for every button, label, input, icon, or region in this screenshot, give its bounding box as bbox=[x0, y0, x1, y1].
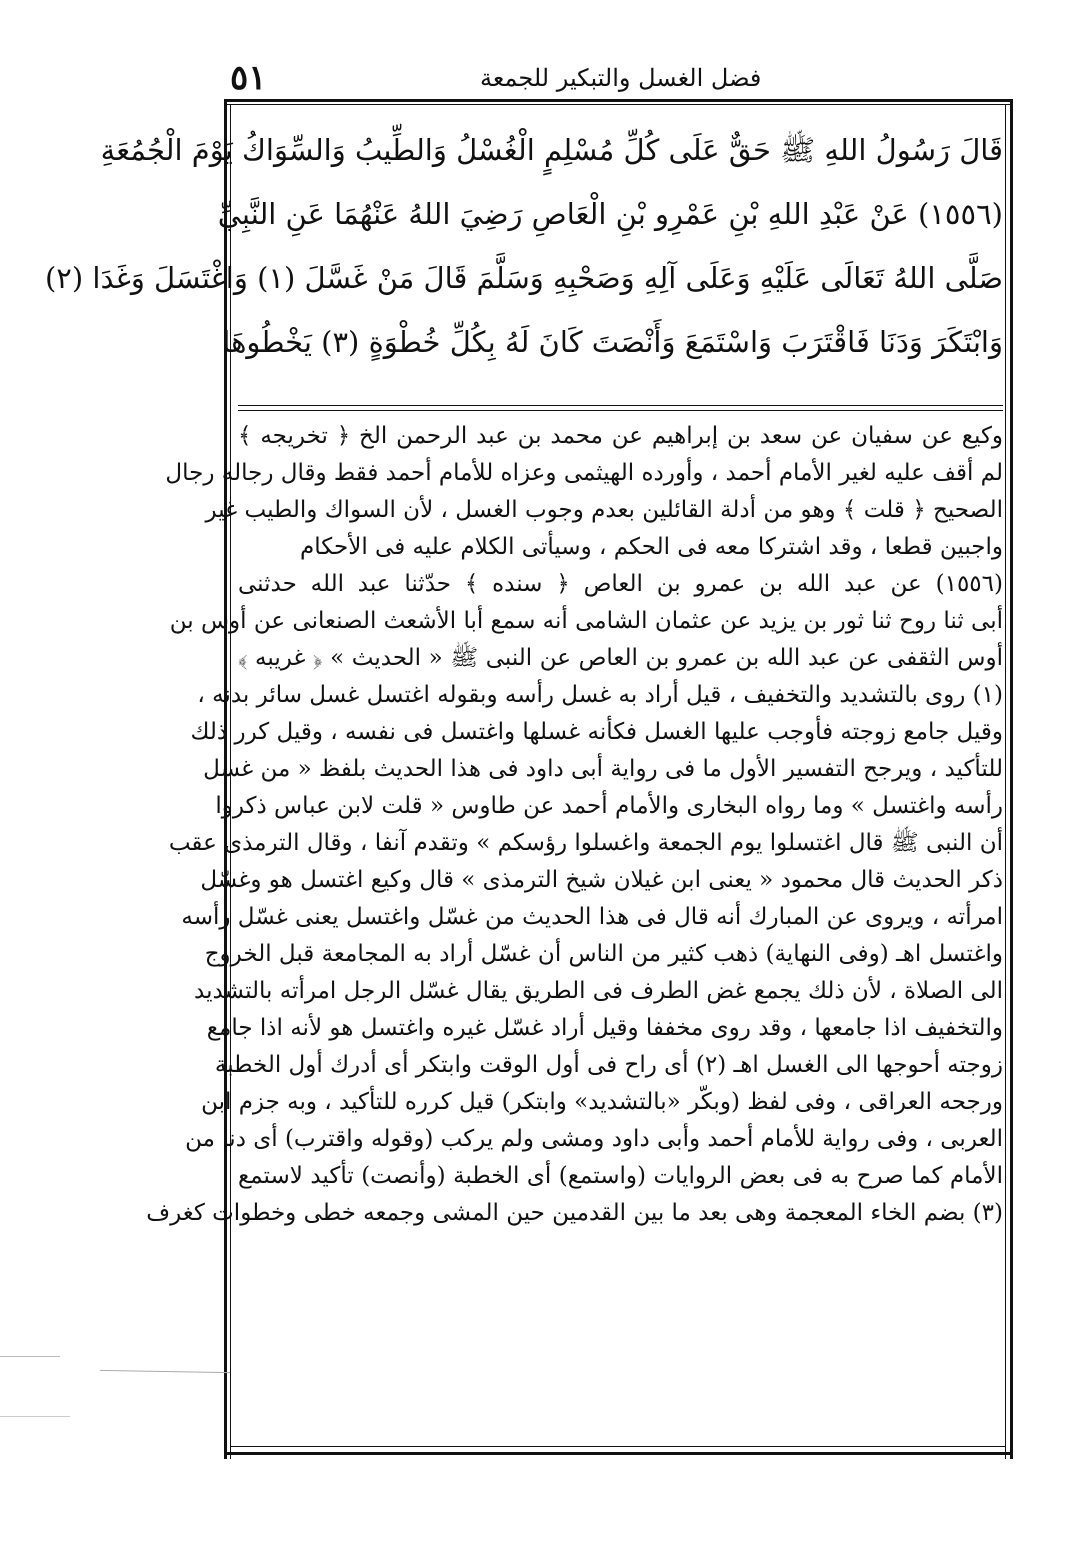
commentary-line: أبى ثنا روح ثنا ثور بن يزيد عن عثمان الشامى أنه سمع أبا الأشعث الصنعانى عن أوس بن bbox=[169, 608, 1003, 634]
hadith-line: (١٥٥٦) عَنْ عَبْدِ اللهِ بْنِ عَمْرِو بْنِ الْعَاصِ رَضِيَ اللهُ عَنْهُمَا عَنِ النَّبِيِّ bbox=[217, 197, 1003, 231]
commentary-line: (١٥٥٦) عن عبد الله بن عمرو بن العاص ﴿ سنده ﴾ حدّثنا عبد الله حدثنى bbox=[238, 571, 1003, 597]
commentary-line: واغتسل اهـ (وفى النهاية) ذهب كثير من الناس أن غسّل أراد به المجامعة قبل الخروج bbox=[204, 941, 1003, 967]
hadith-text bbox=[44, 118, 1003, 374]
hadith-line: صَلَّى اللهُ تَعَالَى عَلَيْهِ وَعَلَى آلِهِ وَصَحْبِهِ وَسَلَّمَ قَالَ مَنْ غَسَّلَ (١) وَاغْتَسَلَ وَغَدَا (٢) bbox=[44, 261, 1003, 295]
frame-border-right-inner bbox=[1005, 104, 1006, 1459]
commentary-line: أوس الثقفى عن عبد الله بن عمرو بن العاص عن النبى ﷺ « الحديث » ﴿ غريبه ﴾ bbox=[238, 645, 1003, 671]
commentary-line: وقيل جامع زوجته فأوجب عليها الغسل فكأنه غسلها واغتسل فى نفسه ، وقيل كرر ذلك bbox=[190, 719, 1003, 745]
footer-rule-inner bbox=[230, 1446, 1006, 1447]
commentary-line: رأسه واغتسل » وما رواه البخارى والأمام أحمد عن طاوس « قلت لابن عباس ذكروا bbox=[215, 793, 1003, 819]
header-rule-inner bbox=[225, 104, 1013, 105]
section-divider-inner bbox=[238, 410, 1003, 411]
commentary-line: والتخفيف اذا جامعها ، وقد روى مخففا وقيل أراد غسّل غيره واغتسل هو لأنه اذا جامع bbox=[206, 1015, 1003, 1041]
hadith-line: وَابْتَكَرَ وَدَنَا فَاقْتَرَبَ وَاسْتَمَعَ وَأَنْصَتَ كَانَ لَهُ بِكُلِّ خُطْوَةٍ (٣) يَخْطُوهَا bbox=[222, 325, 1003, 359]
page-header bbox=[230, 58, 1010, 98]
running-title: فضل الغسل والتبكير للجمعة bbox=[480, 64, 762, 92]
commentary-line: واجبين قطعا ، وقد اشتركا معه فى الحكم ، وسيأتى الكلام عليه فى الأحكام bbox=[300, 534, 1003, 560]
scan-artifact bbox=[0, 1416, 70, 1417]
commentary-line: لم أقف عليه لغير الأمام أحمد ، وأورده الهيثمى وعزاه للأمام أحمد فقط وقال رجاله رجال bbox=[165, 460, 1003, 486]
commentary-line: الى الصلاة ، لأن ذلك يجمع غض الطرف فى الطريق يقال غسّل الرجل امرأته بالتشديد bbox=[194, 978, 1003, 1004]
commentary-line: الصحيح ﴿ قلت ﴾ وهو من أدلة القائلين بعدم وجوب الغسل ، لأن السواك والطيب غير bbox=[205, 497, 1003, 523]
commentary-line: ذكر الحديث قال محمود « يعنى ابن غيلان شيخ الترمذى » قال وكيع اغتسل هو وغسّل bbox=[200, 867, 1003, 893]
frame-border-right bbox=[1010, 99, 1013, 1459]
commentary-line: زوجته أحوجها الى الغسل اهـ (٢) أى راح فى أول الوقت وابتكر أى أدرك أول الخطبة bbox=[214, 1052, 1003, 1078]
page-number: ٥١ bbox=[230, 58, 267, 98]
commentary-line: (٣) بضم الخاء المعجمة وهى بعد ما بين القدمين حين المشى وجمعه خطى وخطوات كغرف bbox=[146, 1200, 1003, 1226]
commentary-line: الأمام كما صرح به فى بعض الروايات (واستمع) أى الخطبة (وأنصت) تأكيد لاستمع bbox=[238, 1163, 1003, 1189]
commentary-line: أن النبى ﷺ قال اغتسلوا يوم الجمعة واغسلوا رؤسكم » وتقدم آنفا ، وقال الترمذى عقب bbox=[168, 830, 1003, 856]
commentary-line: للتأكيد ، ويرجح التفسير الأول ما فى رواية أبى داود فى هذا الحديث بلفظ « من غسل bbox=[203, 756, 1003, 782]
commentary-line: (١) روى بالتشديد والتخفيف ، قيل أراد به غسل رأسه وبقوله اغتسل غسل سائر بدنه ، bbox=[197, 682, 1003, 708]
commentary-line: امرأته ، ويروى عن المبارك أنه قال فى هذا الحديث من غسّل واغتسل يعنى غسّل رأسه bbox=[181, 904, 1003, 930]
footer-rule bbox=[224, 1452, 1013, 1455]
header-rule bbox=[225, 99, 1013, 102]
commentary-line: وكيع عن سفيان عن سعد بن إبراهيم عن محمد بن عبد الرحمن الخ ﴿ تخريجه ﴾ bbox=[238, 423, 1003, 449]
commentary-text bbox=[146, 418, 1003, 1232]
section-divider bbox=[238, 405, 1003, 406]
commentary-line: العربى ، وفى رواية للأمام أحمد وأبى داود ومشى ولم يركب (وقوله واقترب) أى دنا من bbox=[185, 1126, 1003, 1152]
hadith-line: قَالَ رَسُولُ اللهِ ﷺ حَقٌّ عَلَى كُلِّ مُسْلِمٍ الْغُسْلُ وَالطِّيبُ وَالسِّوَاكُ يَوْمَ الْجُمُعَةِ bbox=[100, 133, 1003, 167]
scan-artifact bbox=[100, 1370, 230, 1373]
scan-artifact bbox=[0, 1356, 60, 1357]
commentary-line: ورجحه العراقى ، وفى لفظ (وبكّر «بالتشديد» وابتكر) قيل كرره للتأكيد ، وبه جزم ابن bbox=[201, 1089, 1003, 1115]
